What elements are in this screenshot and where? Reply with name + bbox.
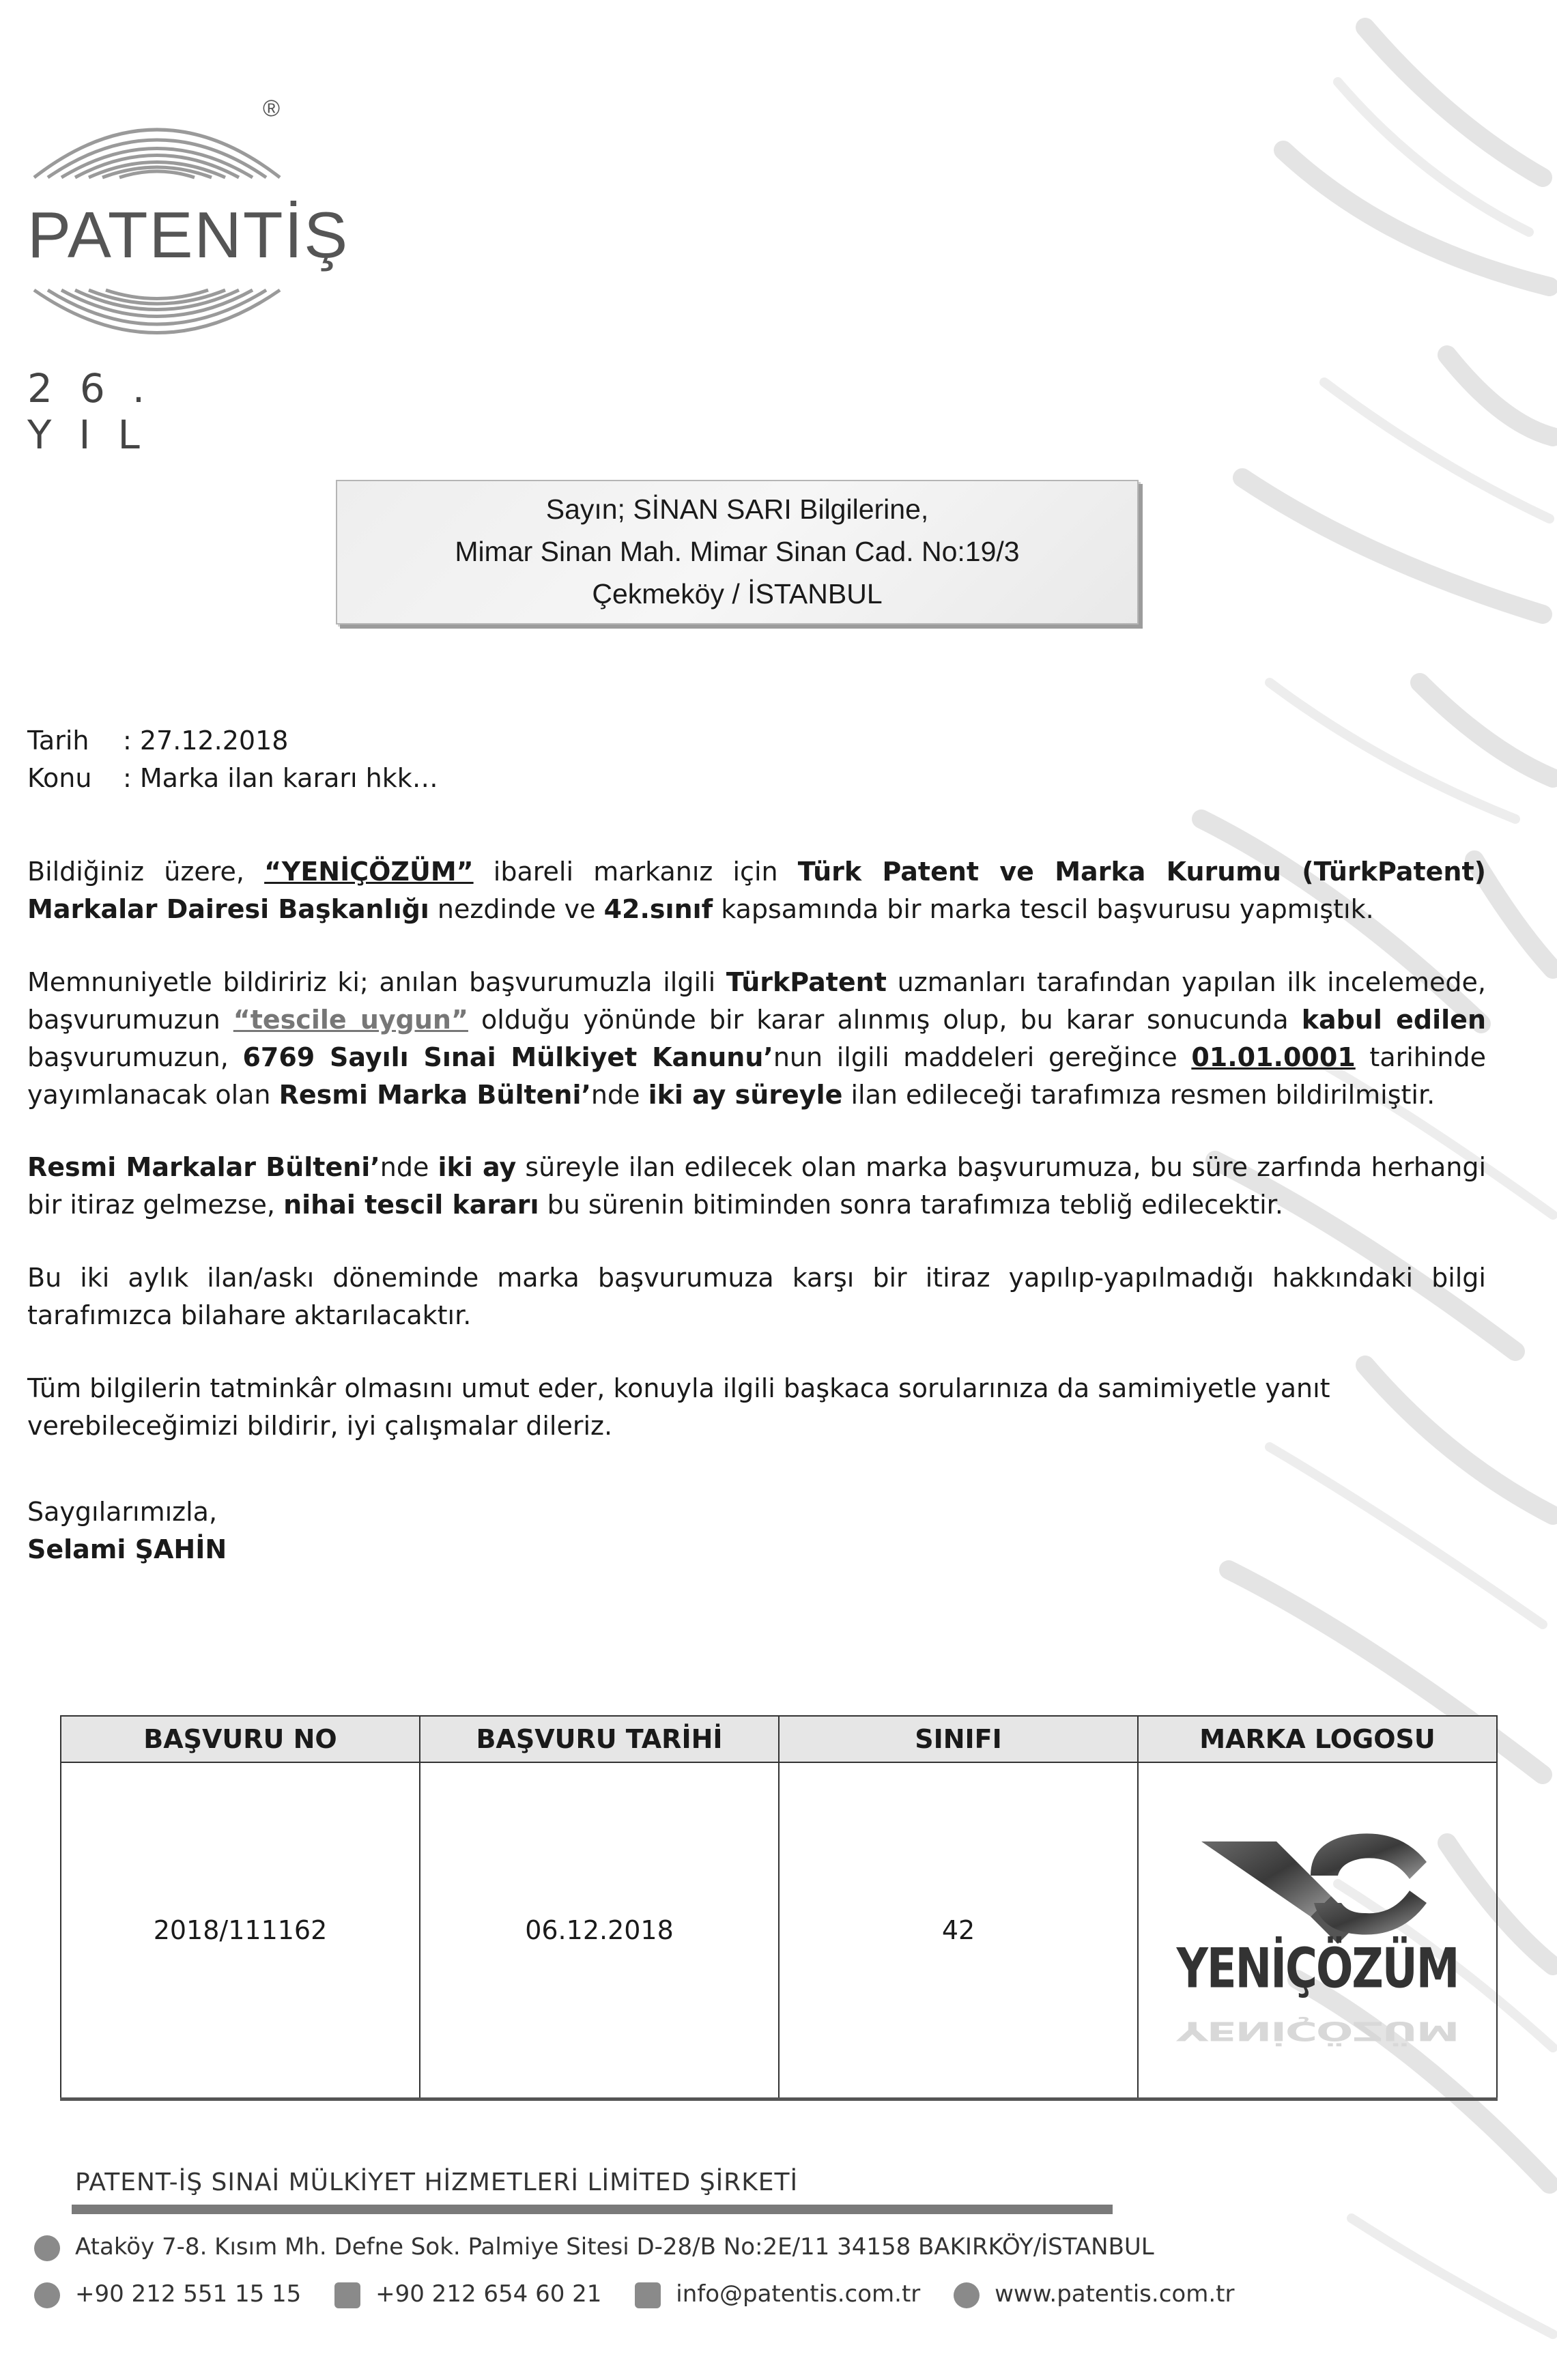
bulletin-name: Resmi Markalar Bülteni’ bbox=[27, 1152, 380, 1182]
paragraph-closing: Tüm bilgilerin tatminkâr olmasını umut eder, konuyla ilgili başkaca sorularınıza da samimiyetle yanıt verebileceğimizi bildirir, iyi çalışmalar dileriz. bbox=[27, 1373, 1330, 1441]
p2-bold: iki ay süreyle bbox=[648, 1080, 843, 1110]
cell-application-no: 2018/111162 bbox=[61, 1762, 420, 2099]
web-item[interactable] bbox=[954, 2280, 1234, 2308]
p3-bold: iki ay bbox=[438, 1152, 517, 1182]
email-item[interactable] bbox=[635, 2280, 920, 2308]
fingerprint-bottom-graphic bbox=[27, 287, 287, 362]
p1-text: kapsamında bir marka tescil başvurusu yapmıştık. bbox=[713, 894, 1374, 924]
table-row bbox=[61, 1762, 1497, 2099]
location-pin-icon bbox=[34, 2235, 60, 2261]
footer-contact-row bbox=[34, 2280, 1260, 2308]
footer-address-row bbox=[34, 2233, 1154, 2261]
recipient-street: Mimar Sinan Mah. Mimar Sinan Cad. No:19/3 bbox=[455, 536, 1020, 567]
paragraph-decision bbox=[27, 964, 1486, 1114]
letter-meta bbox=[27, 722, 438, 797]
brand-logo-mark bbox=[1174, 1814, 1461, 1951]
brand-logo-reflection: YENİÇÖZÜM bbox=[1176, 2015, 1459, 2046]
footer-website[interactable]: www.patentis.com.tr bbox=[995, 2280, 1235, 2308]
fingerprint-top-graphic bbox=[27, 96, 287, 184]
p2-text: başvurumuzun, bbox=[27, 1042, 243, 1072]
subject-value: : Marka ilan kararı hkk… bbox=[123, 763, 438, 793]
cell-class: 42 bbox=[779, 1762, 1138, 2099]
p2-bold: kabul edilen bbox=[1301, 1005, 1487, 1035]
brand-logo-image bbox=[1174, 1807, 1461, 2053]
office-name: Türk Patent ve Marka Kurumu (TürkPatent) Markalar Dairesi Başkanlığı bbox=[27, 857, 1486, 924]
recipient-city: Çekmeköy / İSTANBUL bbox=[592, 578, 883, 610]
bulletin-name: Resmi Marka Bülteni’ bbox=[278, 1080, 591, 1110]
signer-name: Selami ŞAHİN bbox=[27, 1534, 227, 1564]
patentis-logo bbox=[27, 96, 349, 458]
p2-text: uzmanları tarafından yapılan ilk incelemede, başvurumuzun bbox=[27, 967, 1486, 1035]
footer-divider bbox=[72, 2205, 1113, 2214]
header-application-date: BAŞVURU TARİHİ bbox=[420, 1716, 779, 1762]
phone-item bbox=[34, 2280, 301, 2308]
p2-text: Memnuniyetle bildiririz ki; anılan başvurumuzla ilgili bbox=[27, 967, 726, 997]
subject-row bbox=[27, 760, 438, 797]
paragraph-objection: Bu iki aylık ilan/askı döneminde marka başvurumuza karşı bir itiraz yapılıp-yapılmadığı hakkındaki bilgi tarafımızca bilahare aktarılacaktır. bbox=[27, 1263, 1486, 1330]
application-table bbox=[60, 1715, 1498, 2101]
footer-address: Ataköy 7-8. Kısım Mh. Defne Sok. Palmiye Sitesi D-28/B No:2E/11 34158 BAKIRKÖY/İSTANBUL bbox=[75, 2233, 1154, 2261]
fax-icon bbox=[334, 2282, 360, 2308]
p2-text: tarihinde yayımlanacak olan bbox=[27, 1042, 1487, 1110]
p1-text: nezdinde ve bbox=[429, 894, 604, 924]
p1-text: ibareli markanız için bbox=[473, 857, 798, 887]
phone-icon bbox=[34, 2282, 60, 2308]
recipient-name: Sayın; SİNAN SARI Bilgilerine, bbox=[545, 493, 929, 525]
footer-company-name: PATENT-İŞ SINAİ MÜLKİYET HİZMETLERİ LİMİTED ŞİRKETİ bbox=[75, 2168, 799, 2196]
p2-text: nde bbox=[590, 1080, 648, 1110]
table-header-row bbox=[61, 1716, 1497, 1762]
status-text: “tescile uygun” bbox=[233, 1005, 468, 1035]
header-class: SINIFI bbox=[779, 1716, 1138, 1762]
p2-text: ilan edileceği tarafımıza resmen bildirilmiştir. bbox=[842, 1080, 1435, 1110]
paragraph-intro bbox=[27, 853, 1486, 928]
footer-phone: +90 212 551 15 15 bbox=[75, 2280, 302, 2308]
cell-brand-logo bbox=[1138, 1762, 1497, 2099]
header-brand-logo: MARKA LOGOSU bbox=[1138, 1716, 1497, 1762]
header-application-no: BAŞVURU NO bbox=[61, 1716, 420, 1762]
p2-text: olduğu yönünde bir karar alınmış olup, bu karar sonucunda bbox=[468, 1005, 1302, 1035]
globe-icon bbox=[954, 2282, 980, 2308]
recipient-address-box bbox=[336, 480, 1139, 625]
subject-label: Konu bbox=[27, 763, 92, 793]
logo-brand-name: PATENTİŞ bbox=[27, 199, 349, 272]
class-ref: 42.sınıf bbox=[603, 894, 713, 924]
cell-application-date: 06.12.2018 bbox=[420, 1762, 779, 2099]
footer-fax: +90 212 654 60 21 bbox=[375, 2280, 602, 2308]
date-row bbox=[27, 722, 438, 760]
brand-name: “YENİÇÖZÜM” bbox=[264, 857, 474, 887]
logo-anniversary: 26. YIL bbox=[27, 365, 173, 458]
law-name: 6769 Sayılı Sınai Mülkiyet Kanunu’ bbox=[242, 1042, 773, 1072]
registered-mark: ® bbox=[263, 96, 281, 121]
p1-text: Bildiğiniz üzere, bbox=[27, 857, 265, 887]
closing-greeting: Saygılarımızla, bbox=[27, 1497, 218, 1527]
p3-text: bu sürenin bitiminden sonra tarafımıza tebliğ edilecektir. bbox=[539, 1190, 1283, 1220]
publication-date: 01.01.0001 bbox=[1191, 1042, 1356, 1072]
footer-email[interactable]: info@patentis.com.tr bbox=[676, 2280, 921, 2308]
p3-bold: nihai tescil kararı bbox=[283, 1190, 539, 1220]
date-value: : 27.12.2018 bbox=[123, 726, 289, 756]
date-label: Tarih bbox=[27, 726, 89, 756]
p3-text: süreyle ilan edilecek olan marka başvurumuza, bu süre zarfında herhangi bir itiraz gelmezse, bbox=[27, 1152, 1487, 1220]
p2-bold: TürkPatent bbox=[726, 967, 887, 997]
fax-item bbox=[334, 2280, 601, 2308]
p3-text: nde bbox=[380, 1152, 438, 1182]
email-icon bbox=[635, 2282, 661, 2308]
paragraph-bulletin bbox=[27, 1149, 1486, 1224]
brand-logo-text: YENİÇÖZÜM bbox=[1176, 1937, 1459, 2001]
p2-text: nun ilgili maddeleri gereğince bbox=[773, 1042, 1192, 1072]
